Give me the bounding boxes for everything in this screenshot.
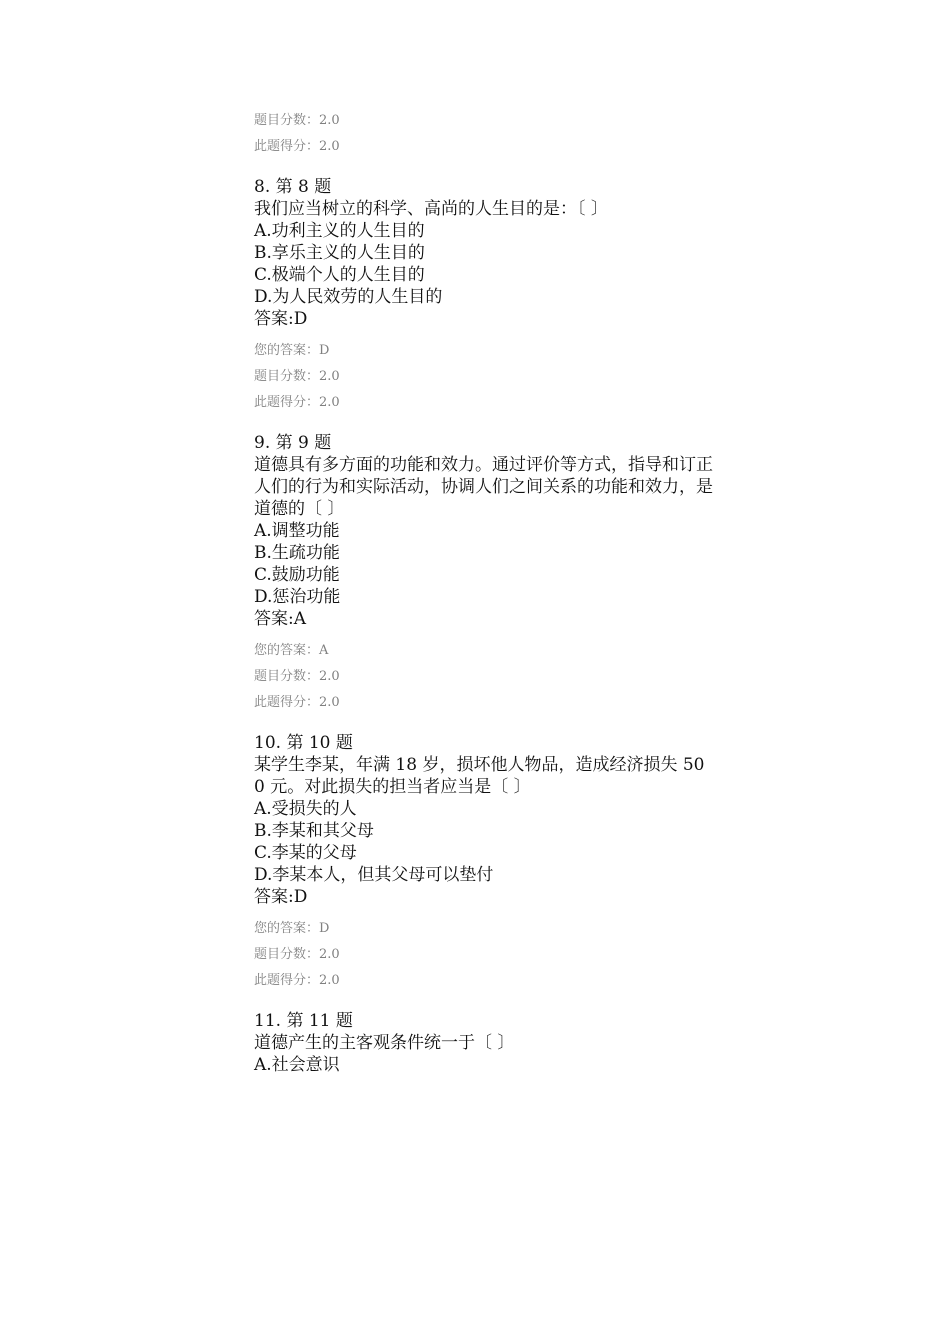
question-option: C.李某的父母 <box>254 843 357 863</box>
your-answer: 您的答案：D <box>254 343 330 358</box>
question-title: 11. 第 11 题 <box>254 1011 353 1031</box>
question-9 <box>254 432 714 716</box>
question-option: A.受损失的人 <box>254 799 357 819</box>
question-earned-score: 此题得分：2.0 <box>254 695 340 710</box>
question-stem: 某学生李某，年满 18 岁，损坏他人物品，造成经济损失 500 元。对此损失的担当者应当是〔 〕 <box>254 755 705 797</box>
previous-question-meta <box>254 108 714 160</box>
your-answer: 您的答案：D <box>254 921 330 936</box>
question-title: 8. 第 8 题 <box>254 177 332 197</box>
question-option: D.惩治功能 <box>254 587 341 607</box>
question-stem: 道德具有多方面的功能和效力。通过评价等方式，指导和订正人们的行为和实际活动，协调人们之间关系的功能和效力，是道德的〔 〕 <box>254 455 713 519</box>
question-earned-score: 此题得分：2.0 <box>254 395 340 410</box>
question-option: A.调整功能 <box>254 521 340 541</box>
question-score: 题目分数：2.0 <box>254 369 340 384</box>
your-answer: 您的答案：A <box>254 643 329 658</box>
question-earned-score: 此题得分：2.0 <box>254 139 340 154</box>
question-option: A.功利主义的人生目的 <box>254 221 425 241</box>
correct-answer: 答案:D <box>254 309 308 329</box>
question-8 <box>254 176 714 416</box>
question-option: D.李某本人，但其父母可以垫付 <box>254 865 494 885</box>
question-title: 10. 第 10 题 <box>254 733 353 753</box>
question-option: B.生疏功能 <box>254 543 340 563</box>
question-option: B.李某和其父母 <box>254 821 374 841</box>
question-title: 9. 第 9 题 <box>254 433 332 453</box>
question-option: A.社会意识 <box>254 1055 340 1075</box>
correct-answer: 答案:A <box>254 609 307 629</box>
question-option: C.鼓励功能 <box>254 565 340 585</box>
question-11 <box>254 1010 714 1076</box>
question-earned-score: 此题得分：2.0 <box>254 973 340 988</box>
question-option: B.享乐主义的人生目的 <box>254 243 425 263</box>
question-stem: 道德产生的主客观条件统一于〔 〕 <box>254 1033 515 1053</box>
question-stem: 我们应当树立的科学、高尚的人生目的是：〔 〕 <box>254 199 608 219</box>
question-score: 题目分数：2.0 <box>254 947 340 962</box>
correct-answer: 答案:D <box>254 887 308 907</box>
question-option: D.为人民效劳的人生目的 <box>254 287 443 307</box>
question-10 <box>254 732 714 994</box>
exam-page <box>254 108 714 1076</box>
question-score: 题目分数：2.0 <box>254 669 340 684</box>
question-option: C.极端个人的人生目的 <box>254 265 425 285</box>
question-score: 题目分数：2.0 <box>254 113 340 128</box>
